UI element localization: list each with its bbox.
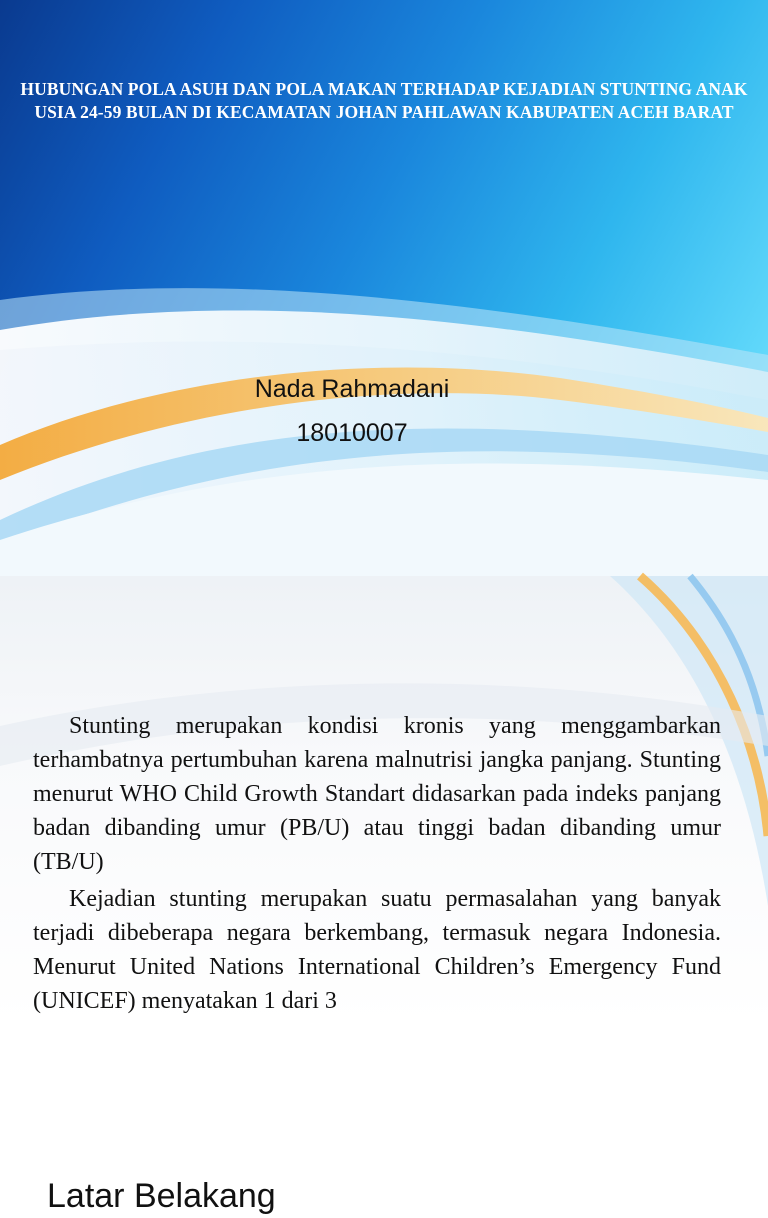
author-name: Nada Rahmadani [254, 375, 450, 403]
paragraph-stunting-prevalence: Kejadian stunting merupakan suatu permasalahan yang banyak terjadi dibeberapa negara berkembang, termasuk negara Indonesia. Menurut United Nations International Children’s Emergency Fund (UNICEF) menyatakan 1 dari 3 [33, 886, 721, 1014]
author-student-id: 18010007 [296, 419, 408, 447]
section-heading: Latar Belakang [47, 1177, 276, 1215]
paragraph-stunting-definition: Stunting merupakan kondisi kronis yang menggambarkan terhambatnya pertumbuhan karena malnutrisi jangka panjang. Stunting menurut WHO Child Growth Standart didasarkan pada indeks panjang badan dibanding umur (PB/U) atau tinggi badan dibanding umur (TB/U) [33, 713, 721, 875]
title-slide [0, 0, 768, 576]
presentation-title: HUBUNGAN POLA ASUH DAN POLA MAKAN TERHADAP KEJADIAN STUNTING ANAK USIA 24-59 BULAN DI KECAMATAN JOHAN PAHLAWAN KABUPATEN ACEH BARAT [20, 79, 748, 122]
